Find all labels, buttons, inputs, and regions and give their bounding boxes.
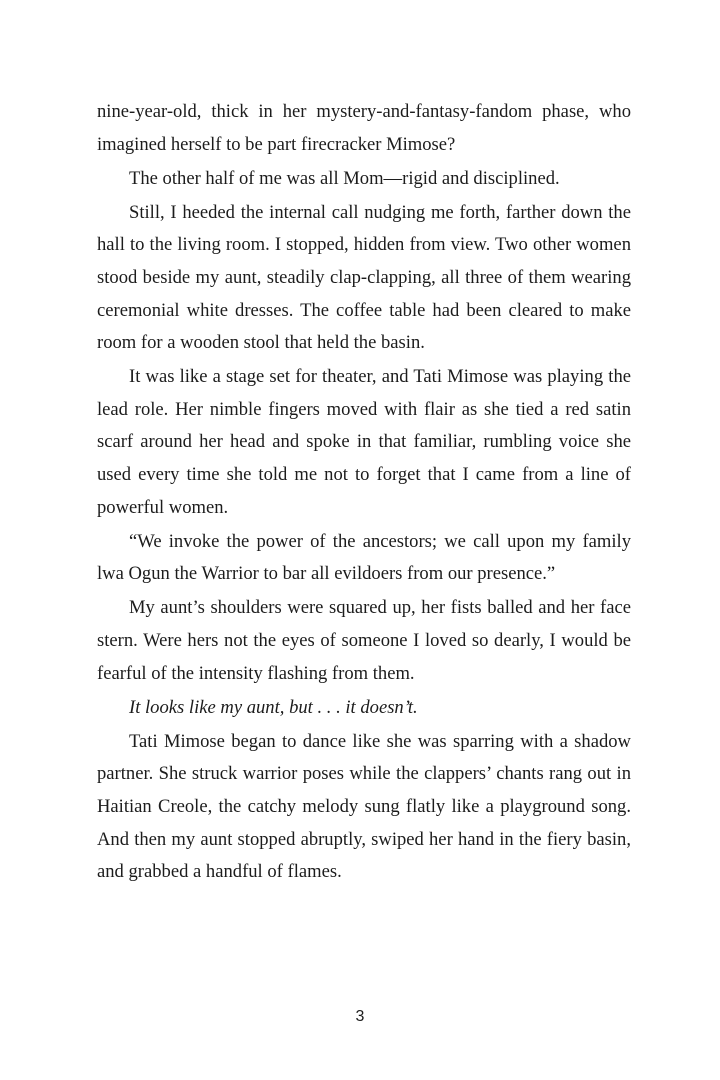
paragraph-6: My aunt’s shoulders were squared up, her fists balled and her face stern. Were hers not the eyes of someone I loved so dearly, I would be fearful of the intensity flashing from them. — [97, 597, 631, 684]
paragraph-2: The other half of me was all Mom—rigid and disciplined. — [129, 167, 560, 189]
paragraph-8: Tati Mimose began to dance like she was sparring with a shadow partner. She struck warrior poses while the clappers’ chants rang out in Haitian Creole, the catchy melody sung flatly like a playground song. And then my aunt stopped abruptly, swiped her hand in the fiery basin, and grabbed a handful of flames. — [97, 730, 631, 883]
paragraph-4: It was like a stage set for theater, and Tati Mimose was playing the lead role. Her nimble fingers moved with flair as she tied a red satin scarf around her head and spoke in that familiar, rumbling voice she used every time she told me not to forget that I came from a line of powerful women. — [97, 366, 631, 518]
paragraph-1: nine-year-old, thick in her mystery-and-fantasy-fandom phase, who imagined herself to be part firecracker Mimose? — [97, 101, 631, 155]
body-text — [97, 96, 631, 890]
paragraph-5: “We invoke the power of the ancestors; we call upon my family lwa Ogun the Warrior to bar all evildoers from our presence.” — [97, 530, 631, 585]
paragraph-3: Still, I heeded the internal call nudging me forth, farther down the hall to the living room. I stopped, hidden from view. Two other women stood beside my aunt, steadily clap-clapping, all three of them wearing ceremonial white dresses. The coffee table had been cleared to make room for a wooden stool that held the basin. — [97, 201, 631, 354]
page-number: 3 — [355, 1008, 365, 1025]
paragraph-7-italic-thought: It looks like my aunt, but . . . it doesn’t. — [129, 696, 418, 718]
